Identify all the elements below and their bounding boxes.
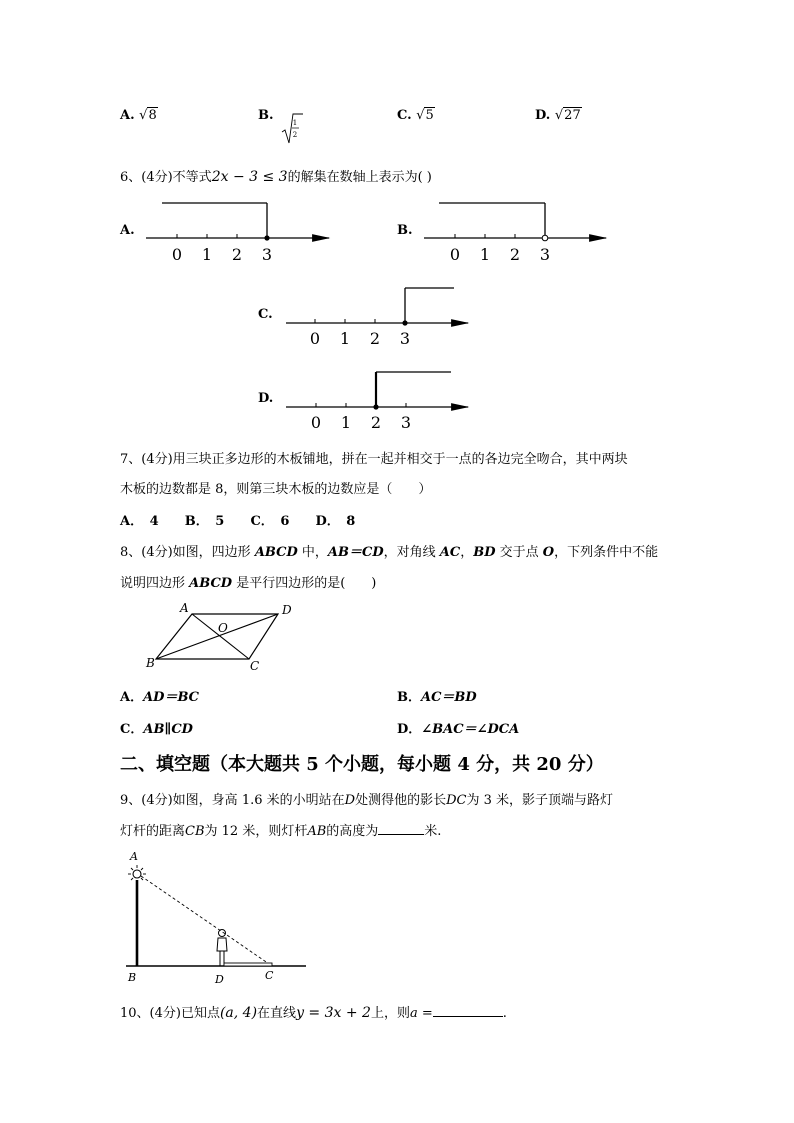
tick-label: 3 [400, 413, 412, 432]
label-d: D [282, 603, 292, 617]
q8-option-b: B．AC＝BD [397, 690, 477, 705]
number-line-d [286, 372, 468, 432]
q5-option-d-radical: √27 [554, 108, 581, 123]
q5-option-a-radical: √8 [139, 108, 157, 123]
tick-label: 1 [479, 245, 491, 264]
q8-option-c: C．AB∥CD [120, 722, 193, 737]
q7-line1: 7、(4分)用三块正多边形的木板铺地，拼在一起并相交于一点的各边完全吻合，其中两块 [120, 452, 628, 467]
label-o: O [218, 621, 228, 635]
q8-parallelogram-figure [140, 598, 310, 678]
tick-label: 1 [201, 245, 213, 264]
q6-question: 6、(4分)不等式2x − 3 ≤ 3的解集在数轴上表示为( ) [120, 169, 432, 185]
q8-line1: 8、(4分)如图，四边形 ABCD 中，AB＝CD，对角线 AC，BD 交于点 O，下列条件中不能 [120, 545, 659, 560]
tick-label: 0 [309, 329, 321, 348]
q8-line2: 说明四边形 ABCD 是平行四边形的是( ) [120, 576, 377, 591]
tick-label: 3 [261, 245, 273, 264]
q5-option-c-radical: √5 [416, 108, 434, 123]
q5-option-d: D. √27 [535, 108, 581, 123]
label-a: A [180, 601, 189, 615]
fraction-denominator: 2 [292, 131, 298, 139]
tick-label: 0 [449, 245, 461, 264]
tick-label: 2 [231, 245, 243, 264]
label-c: C [250, 659, 260, 673]
tick-label: 0 [310, 413, 322, 432]
label-a: A [130, 850, 138, 863]
q7-options: A． 4 B． 5 C． 6 D． 8 [120, 514, 356, 529]
q10-answer-blank[interactable] [433, 1016, 503, 1017]
q7-line2: 木板的边数都是 8，则第三块木板的边数应是（ ） [120, 482, 432, 497]
q6-option-d-label: D. [258, 391, 274, 406]
section-2-heading: 二、填空题（本大题共 5 个小题，每小题 4 分，共 20 分） [120, 754, 604, 775]
tick-label: 2 [509, 245, 521, 264]
q9-answer-blank[interactable] [378, 834, 424, 835]
q10-question: 10、(4分)已知点(a, 4)在直线y = 3x + 2上，则a = . [120, 1005, 507, 1021]
q8-option-a: A．AD＝BC [120, 690, 200, 705]
tick-label: 0 [171, 245, 183, 264]
q5-option-c: C. √5 [397, 108, 434, 123]
number-line-a [146, 203, 329, 264]
q9-line2: 灯杆的距离CB为 12 米，则灯杆AB的高度为 米. [120, 824, 442, 839]
label-b: B [128, 971, 137, 984]
label-b: B [146, 656, 155, 670]
tick-label: 2 [370, 413, 382, 432]
q5-option-a: A. √8 [120, 108, 157, 123]
tick-label: 1 [339, 329, 351, 348]
q6-option-c-label: C. [258, 307, 273, 322]
label-c: C [265, 969, 274, 982]
q6-number-lines [0, 0, 794, 440]
q9-line1: 9、(4分)如图，身高 1.6 米的小明站在D处测得他的影长DC为 3 米，影子顶端与路灯 [120, 793, 613, 808]
number-line-b [424, 203, 606, 264]
fraction-numerator: 1 [292, 119, 298, 127]
tick-label: 2 [369, 329, 381, 348]
tick-label: 3 [539, 245, 551, 264]
q9-lamp-figure [120, 846, 320, 988]
q6-option-b-label: B. [397, 223, 413, 238]
q5-option-b: B. [258, 108, 274, 123]
q6-option-a-label: A. [120, 223, 135, 238]
person-figure [217, 930, 227, 967]
label-d: D [215, 973, 224, 986]
number-line-c [286, 288, 468, 348]
tick-label: 1 [340, 413, 352, 432]
tick-label: 3 [399, 329, 411, 348]
q8-option-d: D．∠BAC＝∠DCA [397, 722, 520, 737]
